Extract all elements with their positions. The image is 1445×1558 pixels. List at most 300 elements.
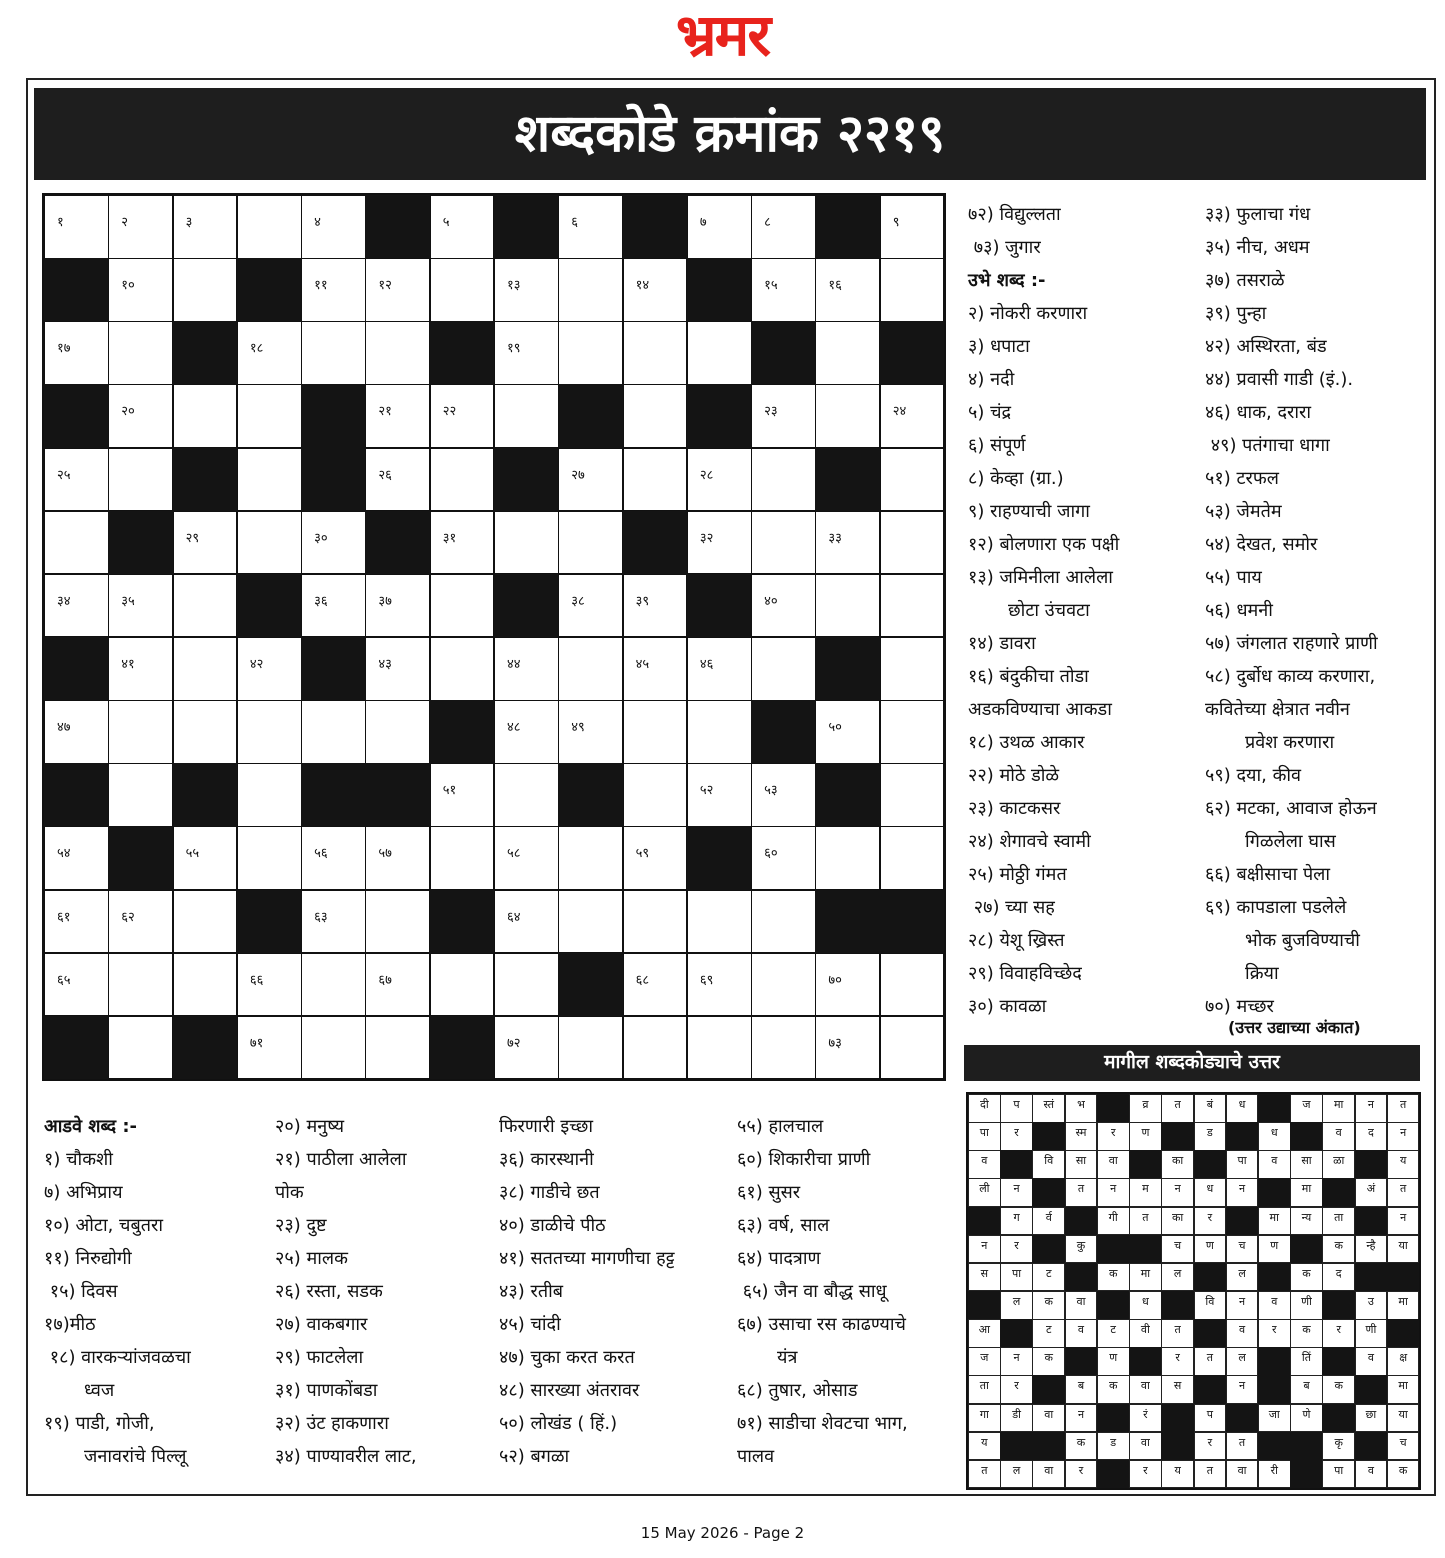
grid-cell[interactable] bbox=[687, 321, 752, 385]
grid-cell[interactable] bbox=[623, 574, 688, 638]
grid-cell[interactable] bbox=[44, 321, 109, 385]
grid-block bbox=[44, 1016, 109, 1080]
grid-block bbox=[430, 1016, 495, 1080]
grid-cell[interactable] bbox=[430, 448, 495, 512]
grid-cell[interactable] bbox=[558, 826, 623, 890]
answer-block bbox=[1194, 1263, 1227, 1292]
grid-cell[interactable] bbox=[558, 890, 623, 954]
grid-cell[interactable] bbox=[44, 890, 109, 954]
grid-cell[interactable] bbox=[880, 448, 945, 512]
cell-number: १४ bbox=[635, 278, 650, 294]
grid-cell[interactable] bbox=[558, 258, 623, 322]
cell-number: ४८ bbox=[507, 720, 521, 736]
grid-cell[interactable] bbox=[751, 953, 816, 1017]
grid-cell[interactable] bbox=[815, 511, 880, 575]
grid-cell[interactable] bbox=[880, 700, 945, 764]
grid-cell[interactable] bbox=[173, 700, 238, 764]
grid-cell[interactable] bbox=[430, 195, 495, 259]
cell-number: ५७ bbox=[378, 846, 392, 862]
grid-cell[interactable] bbox=[623, 637, 688, 701]
grid-block bbox=[173, 1016, 238, 1080]
clue-item: प्रवेश करणारा bbox=[1205, 732, 1335, 753]
grid-cell[interactable] bbox=[623, 826, 688, 890]
clue-item: ७३) जुगार bbox=[968, 237, 1041, 258]
grid-cell[interactable] bbox=[815, 574, 880, 638]
grid-cell[interactable] bbox=[365, 953, 430, 1017]
clue-item: ३) धपाटा bbox=[968, 336, 1030, 357]
answer-cell: र्व bbox=[1032, 1207, 1065, 1236]
grid-cell[interactable] bbox=[880, 511, 945, 575]
grid-block bbox=[815, 637, 880, 701]
grid-cell[interactable] bbox=[108, 384, 173, 448]
answer-cell: र bbox=[1258, 1319, 1291, 1348]
cell-number: ६५ bbox=[57, 972, 71, 988]
clue-item: ३९) पुन्हा bbox=[1205, 303, 1267, 324]
grid-cell[interactable] bbox=[108, 763, 173, 827]
cell-number: ४३ bbox=[378, 657, 392, 672]
grid-cell[interactable] bbox=[558, 511, 623, 575]
grid-cell[interactable] bbox=[301, 511, 366, 575]
grid-cell[interactable] bbox=[173, 511, 238, 575]
grid-cell[interactable] bbox=[430, 637, 495, 701]
answer-cell: ध bbox=[1129, 1291, 1162, 1320]
answer-cell: व्र bbox=[1129, 1094, 1162, 1123]
answer-block bbox=[1194, 1319, 1227, 1348]
grid-cell[interactable] bbox=[108, 321, 173, 385]
grid-cell[interactable] bbox=[108, 574, 173, 638]
answer-block bbox=[1226, 1404, 1259, 1433]
answer-cell: च bbox=[1226, 1235, 1259, 1264]
grid-cell[interactable] bbox=[430, 511, 495, 575]
grid-cell[interactable] bbox=[237, 195, 302, 259]
grid-cell[interactable] bbox=[301, 1016, 366, 1080]
cell-number: ३६ bbox=[314, 593, 328, 609]
grid-cell[interactable] bbox=[494, 700, 559, 764]
grid-cell[interactable] bbox=[558, 574, 623, 638]
grid-cell[interactable] bbox=[687, 1016, 752, 1080]
grid-block bbox=[173, 763, 238, 827]
answer-cell: स bbox=[1161, 1375, 1194, 1404]
grid-cell[interactable] bbox=[44, 700, 109, 764]
grid-cell[interactable] bbox=[173, 574, 238, 638]
cell-number: २० bbox=[121, 404, 135, 420]
cell-number: २७ bbox=[571, 467, 585, 483]
cell-number: १७ bbox=[57, 341, 71, 357]
clue-item: १०) ओटा, चबुतरा bbox=[44, 1215, 164, 1236]
grid-cell[interactable] bbox=[365, 321, 430, 385]
grid-cell[interactable] bbox=[687, 763, 752, 827]
grid-cell[interactable] bbox=[301, 953, 366, 1017]
clue-item: भोक बुजविण्याची bbox=[1205, 930, 1360, 951]
answer-cell: सा bbox=[1290, 1150, 1323, 1179]
grid-cell[interactable] bbox=[815, 953, 880, 1017]
grid-cell[interactable] bbox=[623, 890, 688, 954]
grid-cell[interactable] bbox=[430, 384, 495, 448]
grid-cell[interactable] bbox=[237, 511, 302, 575]
grid-cell[interactable] bbox=[623, 321, 688, 385]
grid-cell[interactable] bbox=[751, 448, 816, 512]
grid-cell[interactable] bbox=[751, 195, 816, 259]
grid-cell[interactable] bbox=[815, 258, 880, 322]
answer-block bbox=[1258, 1263, 1291, 1292]
grid-cell[interactable] bbox=[365, 700, 430, 764]
answer-cell: ल bbox=[1000, 1460, 1033, 1489]
grid-cell[interactable] bbox=[430, 826, 495, 890]
clue-item: ३५) नीच, अधम bbox=[1205, 237, 1310, 258]
clue-item: ४२) अस्थिरता, बंड bbox=[1205, 336, 1327, 357]
answer-cell: उ bbox=[1355, 1291, 1388, 1320]
grid-block bbox=[173, 321, 238, 385]
answer-cell: न bbox=[1226, 1375, 1259, 1404]
grid-cell[interactable] bbox=[173, 826, 238, 890]
answer-cell: जा bbox=[1258, 1404, 1291, 1433]
grid-cell[interactable] bbox=[173, 953, 238, 1017]
grid-block bbox=[173, 448, 238, 512]
grid-cell[interactable] bbox=[558, 1016, 623, 1080]
answer-cell: त bbox=[1226, 1432, 1259, 1461]
answer-cell: ब bbox=[1065, 1375, 1098, 1404]
grid-block bbox=[494, 574, 559, 638]
clue-item: २५) मोठ्ठी गंमत bbox=[968, 864, 1067, 885]
answer-block bbox=[1387, 1263, 1420, 1292]
grid-cell[interactable] bbox=[494, 321, 559, 385]
grid-cell[interactable] bbox=[365, 1016, 430, 1080]
grid-cell[interactable] bbox=[623, 1016, 688, 1080]
clue-item: पोक bbox=[275, 1182, 304, 1203]
clue-item: आडवे शब्द :- bbox=[44, 1116, 138, 1137]
clue-item: २३) दुष्ट bbox=[275, 1215, 327, 1236]
clue-item: ४३) रतीब bbox=[499, 1281, 564, 1302]
clue-item: कवितेच्या क्षेत्रात नवीन bbox=[1205, 699, 1350, 720]
answer-cell: सा bbox=[1065, 1150, 1098, 1179]
answer-block bbox=[968, 1207, 1001, 1236]
grid-cell[interactable] bbox=[301, 890, 366, 954]
cell-number: ४० bbox=[764, 593, 778, 609]
clue-item: २३) काटकसर bbox=[968, 798, 1061, 819]
clue-item: ४०) डाळीचे पीठ bbox=[499, 1215, 606, 1236]
answer-cell: ळा bbox=[1322, 1150, 1355, 1179]
grid-block bbox=[815, 763, 880, 827]
grid-cell[interactable] bbox=[365, 826, 430, 890]
grid-cell[interactable] bbox=[880, 826, 945, 890]
cell-number: ७३ bbox=[828, 1035, 842, 1051]
grid-block bbox=[815, 195, 880, 259]
answer-cell: व bbox=[1322, 1122, 1355, 1151]
answer-cell: वा bbox=[1129, 1432, 1162, 1461]
grid-cell[interactable] bbox=[108, 195, 173, 259]
clue-item: २९) विवाहविच्छेद bbox=[968, 963, 1082, 984]
answer-cell: ल bbox=[1226, 1347, 1259, 1376]
grid-cell[interactable] bbox=[494, 511, 559, 575]
grid-cell[interactable] bbox=[751, 574, 816, 638]
cell-number: ५३ bbox=[764, 783, 778, 799]
cell-number: ६६ bbox=[249, 972, 264, 988]
grid-cell[interactable] bbox=[623, 448, 688, 512]
grid-cell[interactable] bbox=[108, 1016, 173, 1080]
cell-number: ७१ bbox=[249, 1035, 264, 1051]
grid-cell[interactable] bbox=[687, 511, 752, 575]
grid-cell[interactable] bbox=[687, 700, 752, 764]
grid-cell[interactable] bbox=[237, 1016, 302, 1080]
grid-cell[interactable] bbox=[751, 511, 816, 575]
clue-item: ४४) प्रवासी गाडी (इं.). bbox=[1205, 369, 1354, 390]
answer-cell: र bbox=[1322, 1319, 1355, 1348]
across-clues-col2 bbox=[275, 1110, 417, 1473]
answer-cell: न bbox=[1355, 1094, 1388, 1123]
clue-item: ६२) मटका, आवाज होऊन bbox=[1205, 798, 1377, 819]
answer-cell: स bbox=[968, 1263, 1001, 1292]
grid-cell[interactable] bbox=[880, 953, 945, 1017]
answer-cell: ड bbox=[1097, 1432, 1130, 1461]
grid-cell[interactable] bbox=[237, 384, 302, 448]
grid-cell[interactable] bbox=[237, 448, 302, 512]
clue-item: २४) शेगावचे स्वामी bbox=[968, 831, 1091, 852]
grid-cell[interactable] bbox=[301, 258, 366, 322]
grid-cell[interactable] bbox=[365, 637, 430, 701]
answer-cell: मा bbox=[1290, 1178, 1323, 1207]
grid-cell[interactable] bbox=[815, 1016, 880, 1080]
cell-number: ४४ bbox=[507, 657, 521, 672]
clue-item: ६) संपूर्ण bbox=[968, 435, 1026, 456]
answer-block bbox=[1355, 1150, 1388, 1179]
grid-cell[interactable] bbox=[237, 321, 302, 385]
grid-cell[interactable] bbox=[751, 637, 816, 701]
clue-item: ६८) तुषार, ओसाड bbox=[737, 1380, 858, 1401]
grid-cell[interactable] bbox=[301, 700, 366, 764]
grid-cell[interactable] bbox=[365, 574, 430, 638]
grid-cell[interactable] bbox=[365, 384, 430, 448]
grid-cell[interactable] bbox=[558, 700, 623, 764]
answer-cell: व bbox=[1258, 1150, 1291, 1179]
grid-cell[interactable] bbox=[623, 953, 688, 1017]
grid-cell[interactable] bbox=[237, 763, 302, 827]
answer-cell: म bbox=[1129, 1178, 1162, 1207]
clue-item: १) चौकशी bbox=[44, 1149, 113, 1170]
grid-cell[interactable] bbox=[751, 1016, 816, 1080]
grid-cell[interactable] bbox=[880, 258, 945, 322]
answer-cell: री bbox=[1258, 1460, 1291, 1489]
answer-cell: तिं bbox=[1290, 1347, 1323, 1376]
clue-item: ५४) देखत, समोर bbox=[1205, 534, 1318, 555]
grid-cell[interactable] bbox=[623, 258, 688, 322]
cell-number: ११ bbox=[314, 278, 328, 294]
grid-block bbox=[237, 890, 302, 954]
clue-item: ३२) उंट हाकणारा bbox=[275, 1413, 389, 1434]
grid-cell[interactable] bbox=[430, 574, 495, 638]
clue-item: ३०) कावळा bbox=[968, 996, 1047, 1017]
grid-cell[interactable] bbox=[880, 574, 945, 638]
grid-cell[interactable] bbox=[494, 953, 559, 1017]
grid-cell[interactable] bbox=[108, 637, 173, 701]
grid-cell[interactable] bbox=[815, 384, 880, 448]
newspaper-logo: भ्रमर bbox=[675, 1, 770, 69]
answer-cell: णे bbox=[1290, 1404, 1323, 1433]
grid-cell[interactable] bbox=[430, 763, 495, 827]
grid-cell[interactable] bbox=[173, 637, 238, 701]
grid-cell[interactable] bbox=[751, 826, 816, 890]
answer-block bbox=[1258, 1347, 1291, 1376]
cell-number: ४६ bbox=[699, 657, 714, 672]
grid-cell[interactable] bbox=[108, 700, 173, 764]
grid-cell[interactable] bbox=[815, 700, 880, 764]
grid-cell[interactable] bbox=[623, 700, 688, 764]
grid-cell[interactable] bbox=[430, 258, 495, 322]
clue-item: १४) डावरा bbox=[968, 633, 1036, 654]
grid-cell[interactable] bbox=[687, 195, 752, 259]
cell-number: ३० bbox=[314, 530, 328, 546]
grid-cell[interactable] bbox=[301, 826, 366, 890]
grid-cell[interactable] bbox=[494, 763, 559, 827]
cell-number: २८ bbox=[699, 467, 714, 483]
answer-cell: त bbox=[1387, 1094, 1420, 1123]
grid-cell[interactable] bbox=[687, 953, 752, 1017]
grid-cell[interactable] bbox=[751, 258, 816, 322]
grid-cell[interactable] bbox=[880, 195, 945, 259]
grid-cell[interactable] bbox=[301, 195, 366, 259]
cell-number: २५ bbox=[57, 467, 71, 483]
grid-cell[interactable] bbox=[108, 448, 173, 512]
grid-cell[interactable] bbox=[623, 384, 688, 448]
grid-cell[interactable] bbox=[815, 826, 880, 890]
cell-number: ३७ bbox=[378, 593, 392, 609]
cell-number: २९ bbox=[185, 530, 200, 546]
answer-cell: र bbox=[1000, 1122, 1033, 1151]
grid-cell[interactable] bbox=[558, 195, 623, 259]
cell-number: ३ bbox=[185, 215, 193, 230]
grid-cell[interactable] bbox=[237, 953, 302, 1017]
grid-cell[interactable] bbox=[237, 826, 302, 890]
answer-block bbox=[1161, 1404, 1194, 1433]
grid-cell[interactable] bbox=[44, 953, 109, 1017]
clue-item: फिरणारी इच्छा bbox=[499, 1116, 594, 1137]
clue-item: उभे शब्द :- bbox=[968, 270, 1046, 291]
crossword-grid bbox=[42, 193, 946, 1081]
answer-cell: त bbox=[1161, 1094, 1194, 1123]
grid-cell[interactable] bbox=[880, 1016, 945, 1080]
grid-cell[interactable] bbox=[558, 637, 623, 701]
grid-cell[interactable] bbox=[173, 258, 238, 322]
grid-cell[interactable] bbox=[237, 700, 302, 764]
answer-cell: न bbox=[1065, 1404, 1098, 1433]
answer-cell: व bbox=[1226, 1319, 1259, 1348]
grid-cell[interactable] bbox=[558, 448, 623, 512]
clue-item: ५७) जंगलात राहणारे प्राणी bbox=[1205, 633, 1378, 654]
clue-item: १३) जमिनीला आलेला bbox=[968, 567, 1113, 588]
answer-cell: क bbox=[1097, 1263, 1130, 1292]
grid-block bbox=[44, 384, 109, 448]
clue-item: २) नोकरी करणारा bbox=[968, 303, 1088, 324]
grid-cell[interactable] bbox=[430, 953, 495, 1017]
answer-cell: णी bbox=[1290, 1291, 1323, 1320]
clue-item: ३६) कारस्थानी bbox=[499, 1149, 594, 1170]
grid-cell[interactable] bbox=[44, 448, 109, 512]
grid-block bbox=[687, 826, 752, 890]
answer-cell: ता bbox=[968, 1375, 1001, 1404]
answer-block bbox=[1129, 1347, 1162, 1376]
clue-item: १७)मीठ bbox=[44, 1314, 96, 1335]
cell-number: ७ bbox=[699, 215, 707, 230]
answer-cell: वा bbox=[1129, 1375, 1162, 1404]
grid-cell[interactable] bbox=[880, 637, 945, 701]
grid-cell[interactable] bbox=[173, 195, 238, 259]
answer-cell: ल bbox=[1161, 1263, 1194, 1292]
grid-cell[interactable] bbox=[108, 890, 173, 954]
grid-cell[interactable] bbox=[494, 1016, 559, 1080]
answer-cell: क bbox=[1387, 1460, 1420, 1489]
answer-cell: त bbox=[1387, 1178, 1420, 1207]
answer-cell: क bbox=[1290, 1319, 1323, 1348]
cell-number: ७० bbox=[828, 972, 842, 988]
clue-item: ३७) तसराळे bbox=[1205, 270, 1285, 291]
grid-cell[interactable] bbox=[687, 637, 752, 701]
clue-item: छोटा उंचवटा bbox=[968, 600, 1090, 621]
grid-cell[interactable] bbox=[494, 258, 559, 322]
grid-cell[interactable] bbox=[108, 258, 173, 322]
grid-cell[interactable] bbox=[365, 448, 430, 512]
clue-item: पालव bbox=[737, 1446, 775, 1467]
cell-number: ४२ bbox=[249, 657, 264, 672]
answer-block bbox=[1194, 1375, 1227, 1404]
grid-cell[interactable] bbox=[494, 826, 559, 890]
grid-cell[interactable] bbox=[44, 574, 109, 638]
grid-cell[interactable] bbox=[687, 448, 752, 512]
across-clues-col4 bbox=[737, 1110, 908, 1473]
answer-block bbox=[1290, 1235, 1323, 1264]
grid-cell[interactable] bbox=[173, 384, 238, 448]
grid-cell[interactable] bbox=[880, 384, 945, 448]
grid-cell[interactable] bbox=[494, 384, 559, 448]
grid-cell[interactable] bbox=[815, 321, 880, 385]
grid-cell[interactable] bbox=[880, 763, 945, 827]
grid-cell[interactable] bbox=[687, 890, 752, 954]
grid-cell[interactable] bbox=[623, 763, 688, 827]
answer-cell: क bbox=[1065, 1432, 1098, 1461]
answer-cell: र bbox=[1161, 1347, 1194, 1376]
clue-item: क्रिया bbox=[1205, 963, 1279, 984]
grid-cell[interactable] bbox=[44, 511, 109, 575]
cell-number: ४ bbox=[314, 215, 321, 230]
grid-cell[interactable] bbox=[365, 890, 430, 954]
grid-block bbox=[237, 574, 302, 638]
grid-cell[interactable] bbox=[751, 890, 816, 954]
grid-cell[interactable] bbox=[173, 890, 238, 954]
grid-cell[interactable] bbox=[365, 258, 430, 322]
clue-item: ३१) पाणकोंबडा bbox=[275, 1380, 378, 1401]
answer-cell: कु bbox=[1065, 1235, 1098, 1264]
grid-cell[interactable] bbox=[494, 890, 559, 954]
grid-cell[interactable] bbox=[751, 384, 816, 448]
grid-cell[interactable] bbox=[301, 574, 366, 638]
grid-block bbox=[44, 258, 109, 322]
grid-cell[interactable] bbox=[494, 637, 559, 701]
answer-block bbox=[1161, 1432, 1194, 1461]
grid-cell[interactable] bbox=[237, 637, 302, 701]
grid-cell[interactable] bbox=[301, 321, 366, 385]
grid-cell[interactable] bbox=[44, 195, 109, 259]
clue-item: ४७) चुका करत करत bbox=[499, 1347, 635, 1368]
grid-cell[interactable] bbox=[44, 826, 109, 890]
grid-block bbox=[430, 890, 495, 954]
answer-cell: या bbox=[1387, 1235, 1420, 1264]
clue-item: ५०) लोखंड ( हिं.) bbox=[499, 1413, 618, 1434]
answer-cell: मा bbox=[1258, 1207, 1291, 1236]
grid-block bbox=[558, 953, 623, 1017]
grid-cell[interactable] bbox=[751, 763, 816, 827]
grid-cell[interactable] bbox=[558, 321, 623, 385]
grid-cell[interactable] bbox=[108, 953, 173, 1017]
answer-cell: न bbox=[1387, 1122, 1420, 1151]
clue-item: ११) निरुद्योगी bbox=[44, 1248, 132, 1269]
